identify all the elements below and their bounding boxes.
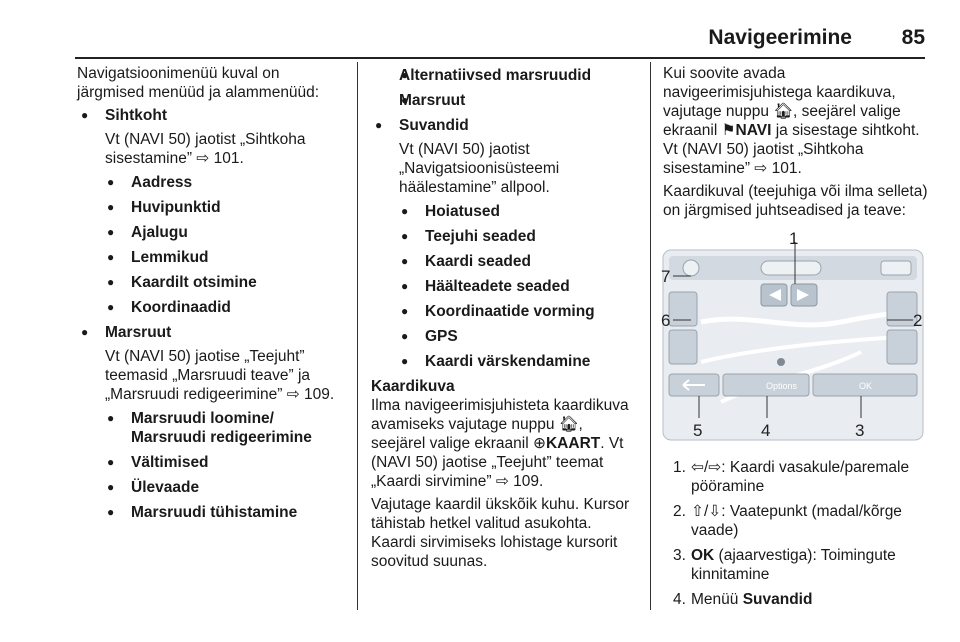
- submenu-item: ● Marsruudi tühistamine: [77, 503, 349, 522]
- submenu-item: ● Koordinaatide vorming: [371, 302, 639, 321]
- submenu-item: ● Häälteadete seaded: [371, 277, 639, 296]
- submenu-item: ● Alternatiivsed marsruudid: [371, 66, 639, 85]
- legend-item-1: 1. ⇦/⇨: Kaardi vasakule/paremale pööramine: [673, 459, 910, 495]
- options-label: Options: [766, 381, 798, 391]
- submenu-item: ● Kaardilt otsimine: [77, 273, 349, 292]
- sihtkoht-desc: Vt (NAVI 50) jaotist „Sihtkoha sisestamine” ⇨ 101.: [105, 131, 306, 167]
- top-control-right: [881, 261, 911, 275]
- submenu-item: ● Lemmikud: [77, 248, 349, 267]
- column-1: [77, 64, 349, 528]
- globe-icon: ⊕: [532, 435, 546, 452]
- submenu-item: ● GPS: [371, 327, 639, 346]
- column-divider-1: [357, 62, 358, 610]
- map-cursor: [777, 358, 785, 366]
- navi-paragraph-2: Kaardikuval (teejuhiga või ilma selleta) on järgmised juhtseadised ja teave:: [663, 183, 928, 219]
- arrow-left-right-icon: ⇦/⇨: [691, 459, 722, 476]
- column-divider-2: [650, 62, 651, 610]
- submenu-item: ● Huvipunktid: [77, 198, 349, 217]
- menu-suvandid: ● Suvandid: [371, 116, 639, 135]
- navi-paragraph-1: Kui soovite avada navigeerimisjuhistega kaardikuva, vajutage nuppu 🏠︎, seejärel valige ekraanil ⚑NAVI ja sisestage sihtkoht. Vt (NAVI 50) jaotist „Sihtkoha sisestamine” ⇨ 101.: [663, 65, 920, 177]
- submenu-item: ● Koordinaadid: [77, 298, 349, 317]
- legend-item-2: 2. ⇧/⇩: Vaatepunkt (madal/kõrge vaade): [673, 503, 902, 539]
- submenu-item: ● Vältimised: [77, 453, 349, 472]
- arrow-up-down-icon: ⇧/⇩: [691, 503, 722, 520]
- power-icon: [683, 260, 699, 276]
- column-2: [371, 64, 639, 575]
- view-down-button: [887, 330, 917, 364]
- marsruut-desc: Vt (NAVI 50) jaotise „Teejuht” teemasid „Marsruudi teave” ja „Marsruudi redigeerimine” ⇨ 109.: [105, 348, 335, 403]
- home-icon: 🏠︎: [773, 103, 794, 120]
- menu-marsruut: ● Marsruut: [77, 323, 349, 342]
- callout-6: 6: [661, 311, 671, 330]
- submenu-item: ● Ajalugu: [77, 223, 349, 242]
- map-screen-illustration: [661, 232, 925, 450]
- zoom-in-button: [669, 292, 697, 326]
- kaardikuva-paragraph-1: Ilma navigeerimisjuhisteta kaardikuva avamiseks vajutage nuppu 🏠︎, seejärel valige ekraanil ⊕KAART. Vt (NAVI 50) jaotise „Teejuht” teemat „Kaardi sirvimine” ⇨ 109.: [371, 397, 629, 490]
- submenu-item: ● Marsruut: [371, 91, 639, 110]
- callout-3: 3: [855, 421, 865, 440]
- ok-label: OK: [859, 381, 873, 391]
- home-icon: 🏠︎: [558, 416, 579, 433]
- legend-item-3: 3. OK (ajaarvestiga): Toimingute kinnitamine: [673, 547, 896, 583]
- page-header: [0, 0, 960, 62]
- submenu-item: ● Ülevaade: [77, 478, 349, 497]
- map-screen-figure: [661, 232, 925, 450]
- callout-7: 7: [661, 267, 671, 286]
- submenu-item: ● Kaardi värskendamine: [371, 352, 639, 371]
- menu-sihtkoht: ● Sihtkoht: [77, 106, 349, 125]
- section-title-kaardikuva: Kaardikuva: [371, 378, 455, 395]
- callout-4: 4: [761, 421, 771, 440]
- submenu-item: ● Marsruudi loomine/ Marsruudi redigeerimine: [77, 409, 349, 447]
- callout-1: 1: [789, 232, 799, 248]
- callout-5: 5: [693, 421, 703, 440]
- page-title: Navigeerimine: [708, 26, 852, 49]
- submenu-item: ● Hoiatused: [371, 202, 639, 221]
- header-divider: [75, 57, 925, 59]
- submenu-item: ● Kaardi seaded: [371, 252, 639, 271]
- page-number: 85: [901, 26, 925, 49]
- intro-text: Navigatsioonimenüü kuval on järgmised menüüd ja alammenüüd:: [77, 65, 320, 101]
- submenu-item: ● Teejuhi seaded: [371, 227, 639, 246]
- flag-icon: ⚑: [721, 122, 736, 139]
- suvandid-desc: Vt (NAVI 50) jaotist „Navigatsioonisüsteemi häälestamine” allpool.: [399, 141, 560, 196]
- legend-item-4: 4. Menüü Suvandid: [673, 591, 813, 608]
- submenu-item: ● Aadress: [77, 173, 349, 192]
- top-control: [761, 261, 821, 275]
- column-3: [663, 64, 933, 615]
- zoom-out-button: [669, 330, 697, 364]
- kaardikuva-paragraph-2: Vajutage kaardil ükskõik kuhu. Kursor tähistab hetkel valitud asukohta. Kaardi sirvimiseks lohistage kursorit soovitud suunas.: [371, 496, 630, 570]
- callout-2: 2: [913, 311, 923, 330]
